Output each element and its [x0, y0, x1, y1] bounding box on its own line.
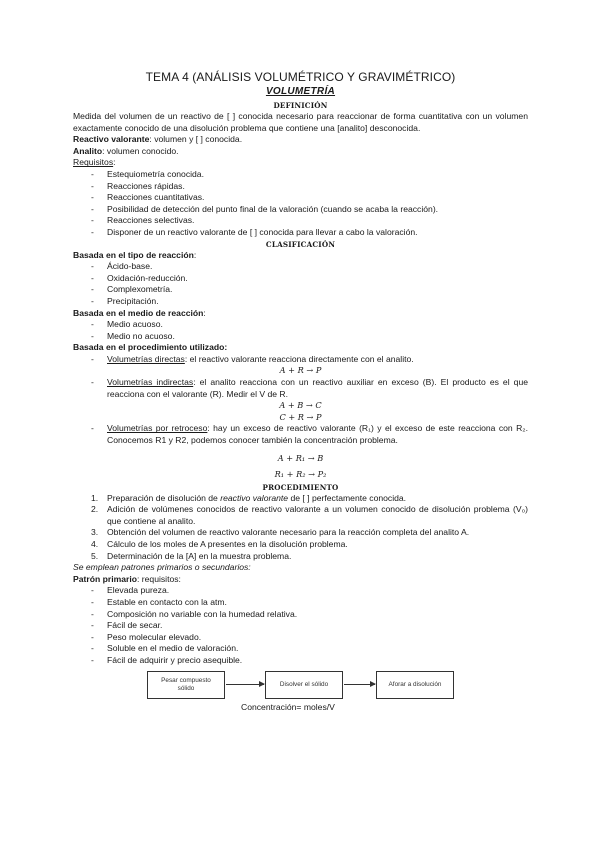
- list-item: - Soluble en el medio de valoración.: [91, 643, 528, 655]
- list-item: - Estequiometría conocida.: [91, 169, 528, 181]
- directas-label: Volumetrías directas: [107, 353, 185, 364]
- step-text-end: de [ ] perfectamente conocida.: [288, 492, 407, 503]
- patrones-note: Se emplean patrones primarios o secundarios:: [73, 562, 251, 573]
- list-item: - Medio acuoso.: [91, 319, 528, 331]
- requisitos-line: [73, 157, 528, 169]
- list-item-retroceso: [91, 423, 528, 446]
- list-item: - Posibilidad de detección del punto final de la valoración (cuando se acaba la reacción).: [91, 204, 528, 216]
- list-item-directas: [91, 354, 528, 366]
- tipo-line: [73, 250, 528, 262]
- list-item: - Oxidación-reducción.: [91, 273, 528, 285]
- diagram-caption: Concentración= moles/V: [241, 701, 335, 712]
- patron-label: Patrón primario: [73, 573, 137, 584]
- analito-text: : volumen conocido.: [102, 145, 179, 156]
- list-item: [91, 551, 528, 563]
- tipo-list: [73, 261, 528, 307]
- list-item-indirectas: [91, 377, 528, 400]
- proc-colon: :: [224, 342, 228, 353]
- clasificacion-heading: CLASIFICACIÓN: [265, 239, 336, 249]
- list-item: - Fácil de secar.: [91, 620, 528, 632]
- list-item: - Complexometría.: [91, 284, 528, 296]
- arrow-icon: [344, 684, 375, 685]
- definicion-text: Medida del volumen de un reactivo de [ ] conocida necesario para reaccionar de forma cuantitativa con un volumen exactamente conocido de una disolución problema que contiene una [analito] desconocida.: [73, 111, 528, 133]
- proc-list: [73, 354, 528, 366]
- list-item: [91, 527, 528, 539]
- list-item: - Precipitación.: [91, 296, 528, 308]
- equation: R₁ + R₂ → P₂: [274, 468, 327, 479]
- medio-label: Basada en el medio de reacción: [73, 307, 204, 318]
- step-text: Cálculo de los moles de A presentes en la disolución problema.: [107, 539, 348, 549]
- patron-text: : requisitos:: [137, 573, 181, 584]
- step-number: 4.: [91, 539, 99, 549]
- document-page: [73, 70, 528, 716]
- step-emphasis: reactivo valorante: [220, 492, 289, 503]
- list-item: - Fácil de adquirir y precio asequible.: [91, 655, 528, 667]
- patron-line: [73, 574, 528, 586]
- step-number: 3.: [91, 527, 99, 538]
- arrow-icon: [226, 684, 264, 685]
- list-item: - Disponer de un reactivo valorante de [ ] conocida para llevar a cabo la valoración.: [91, 227, 528, 239]
- flow-diagram: [73, 671, 528, 716]
- list-item: [91, 539, 528, 551]
- proc-list-2: [73, 377, 528, 400]
- list-item: - Medio no acuoso.: [91, 331, 528, 343]
- proc-label: Basada en el procedimiento utilizado: [73, 342, 225, 353]
- step-text: Preparación de disolución de: [107, 492, 221, 503]
- procedimiento-heading: PROCEDIMIENTO: [262, 482, 339, 492]
- medio-list: [73, 319, 528, 342]
- equation: C + R → P: [279, 411, 322, 422]
- list-item: [91, 504, 528, 527]
- step-text: Obtención del volumen de reactivo valorante necesario para la reacción completa del analito A.: [107, 527, 470, 538]
- patron-list: [73, 585, 528, 666]
- directas-text: : el reactivo valorante reacciona directamente con el analito.: [184, 353, 414, 364]
- retroceso-text: : hay un exceso de reactivo valorante (R₁) y el exceso de este reacciona con R₂. Conocemos R1 y R2, podemos conocer también la concentración problema.: [107, 423, 528, 446]
- step-text: Adición de volúmenes conocidos de reactivo valorante a un volumen conocido de disolución problema (V₀) que contiene al analito.: [107, 504, 528, 526]
- reactivo-label: Reactivo valorante: [73, 134, 150, 145]
- list-item: - Peso molecular elevado.: [91, 632, 528, 644]
- step-number: 2.: [91, 504, 99, 515]
- section-subtitle: VOLUMETRÍA: [265, 86, 336, 97]
- medio-line: [73, 308, 528, 320]
- tipo-colon: :: [193, 249, 197, 260]
- indirectas-text: : el analito reacciona con un reactivo auxiliar en exceso (B). El producto es el que reacciona con el valorante (R). Medir el V de R.: [107, 377, 528, 399]
- list-item: - Composición no variable con la humedad relativa.: [91, 609, 528, 621]
- reactivo-text: : volumen y [ ] conocida.: [149, 134, 243, 145]
- step-number: 5.: [91, 550, 99, 561]
- list-item: - Reacciones cuantitativas.: [91, 192, 528, 204]
- equation: A + R₁ → B: [277, 452, 324, 463]
- requisitos-list: [73, 169, 528, 239]
- flow-box-pesar: Pesar compuesto sólido: [147, 671, 225, 699]
- flow-box-aforar: Aforar a disolución: [376, 671, 454, 699]
- step-text: Determinación de la [A] en la muestra problema.: [107, 550, 292, 561]
- analito-label: Analito: [73, 145, 103, 156]
- equation: A + R → P: [279, 365, 322, 376]
- requisitos-label: Requisitos: [73, 157, 114, 168]
- list-item: - Estable en contacto con la atm.: [91, 597, 528, 609]
- proc-list-3: [73, 423, 528, 446]
- list-item: [91, 493, 528, 505]
- list-item: - Ácido-base.: [91, 261, 528, 273]
- proc-line: [73, 342, 528, 354]
- definicion-heading: DEFINICIÓN: [273, 101, 328, 110]
- tipo-label: Basada en el tipo de reacción: [73, 249, 194, 260]
- flow-box-disolver: Disolver el sólido: [265, 671, 343, 699]
- equation: A + B → C: [279, 400, 322, 411]
- step-number: 1.: [91, 492, 99, 503]
- page-title: TEMA 4 (ANÁLISIS VOLUMÉTRICO Y GRAVIMÉTRICO): [145, 70, 456, 84]
- list-item: - Elevada pureza.: [91, 585, 528, 597]
- indirectas-label: Volumetrías indirectas: [107, 377, 194, 388]
- list-item: - Reacciones selectivas.: [91, 215, 528, 227]
- retroceso-label: Volumetrías por retroceso: [107, 423, 208, 434]
- reactivo-line: [73, 134, 528, 146]
- analito-line: [73, 146, 528, 158]
- list-item: - Reacciones rápidas.: [91, 181, 528, 193]
- procedimiento-list: [73, 493, 528, 563]
- medio-colon: :: [203, 307, 206, 318]
- requisitos-colon: :: [113, 157, 116, 168]
